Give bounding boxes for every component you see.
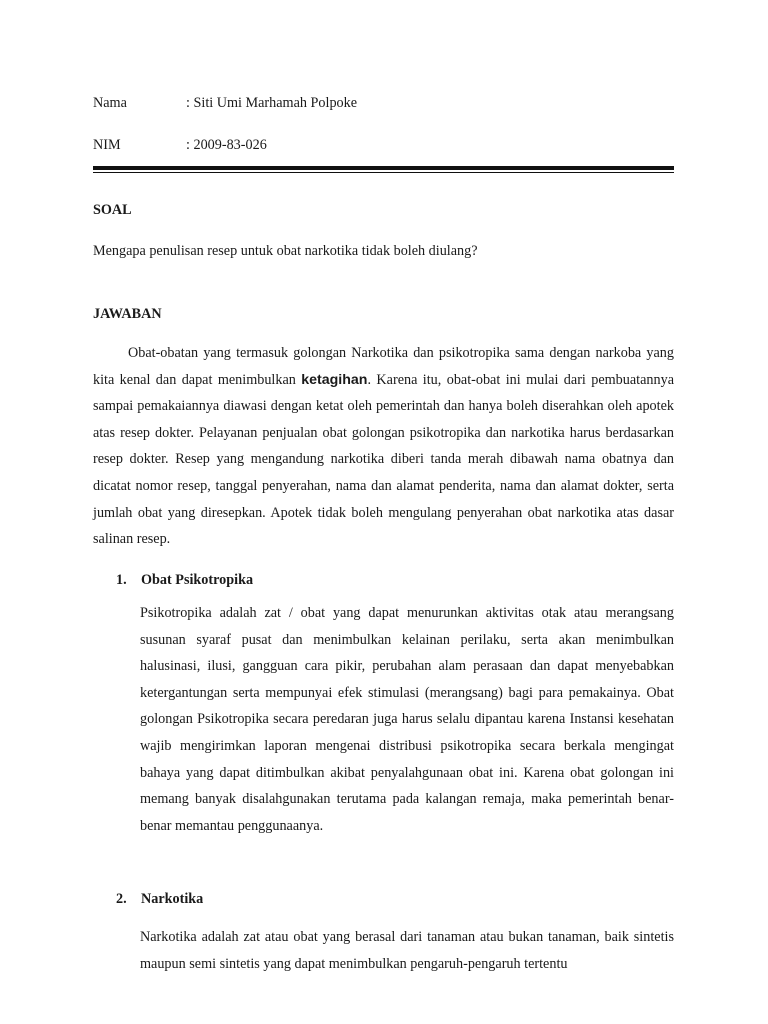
section-2-body: Narkotika adalah zat atau obat yang berasal dari tanaman atau bukan tanaman, baik sintetis maupun semi sintetis yang dapat menimbulkan pengaruh-pengaruh tertentu (140, 929, 674, 972)
name-value: : Siti Umi Marhamah Polpoke (186, 95, 358, 111)
section-1-body: Psikotropika adalah zat / obat yang dapat menurunkan aktivitas otak atau merangsang susunan syaraf pusat dan menimbulkan kelainan perilaku, serta akan menimbulkan halusinasi, ilusi, gangguan cara pikir, perubahan alam perasaan dan dapat menyebabkan ketergantungan serta mempunyai efek stimulasi (merangsang) bagi para pemakainya. Obat golongan Psikotropika secara peredaran juga harus selalu dipantau karena Instansi kesehatan wajib mengirimkan laporan mengenai distribusi psikotropika secara berkala mengingat bahaya yang dapat ditimbulkan akibat penyalahgunaan obat ini. Karena obat golongan ini memang banyak disalahgunakan terutama pada kalangan remaja, maka pemerintah benar-benar memantau penggunaanya. (140, 605, 674, 834)
nim-value: : 2009-83-026 (186, 137, 267, 153)
jawaban-paragraph (93, 340, 674, 553)
jawaban-text-part-2: . Karena itu, obat-obat ini mulai dari pembuatannya sampai pemakaiannya diawasi dengan ketat oleh pemerintah dan hanya boleh diserahkan oleh apotek atas resep dokter. Pelayanan penjualan obat golongan psikotropika dan narkotika harus berdasarkan resep dokter. Resep yang mengandung narkotika diberi tanda merah dibawah nama obatnya dan dicatat nomor resep, tanggal penyerahan, nama dan alamat penderita, nama dan alamat dokter, serta jumlah obat yang diresepkan. Apotek tidak boleh mengulang penyerahan obat narkotika atas dasar salinan resep. (93, 371, 674, 548)
soal-heading: SOAL (93, 202, 132, 218)
section-2-heading (116, 889, 203, 909)
header-divider-thin (93, 172, 674, 173)
section-1-heading (116, 570, 253, 590)
jawaban-heading: JAWABAN (93, 306, 162, 322)
jawaban-bold-term: ketagihan (301, 371, 368, 388)
section-2-title: Narkotika (141, 891, 204, 907)
jawaban-text-part-1: Obat-obatan yang termasuk golongan Narkotika dan psikotropika sama dengan narkoba yang kita kenal dan dapat menimbulkan (93, 345, 674, 388)
section-1-title: Obat Psikotropika (141, 572, 254, 588)
name-label: Nama (93, 95, 127, 111)
nim-label: NIM (93, 137, 121, 153)
section-2-number: 2. (116, 891, 127, 907)
header-divider-thick (93, 166, 674, 170)
section-1-number: 1. (116, 572, 127, 588)
soal-question: Mengapa penulisan resep untuk obat narkotika tidak boleh diulang? (93, 243, 478, 259)
